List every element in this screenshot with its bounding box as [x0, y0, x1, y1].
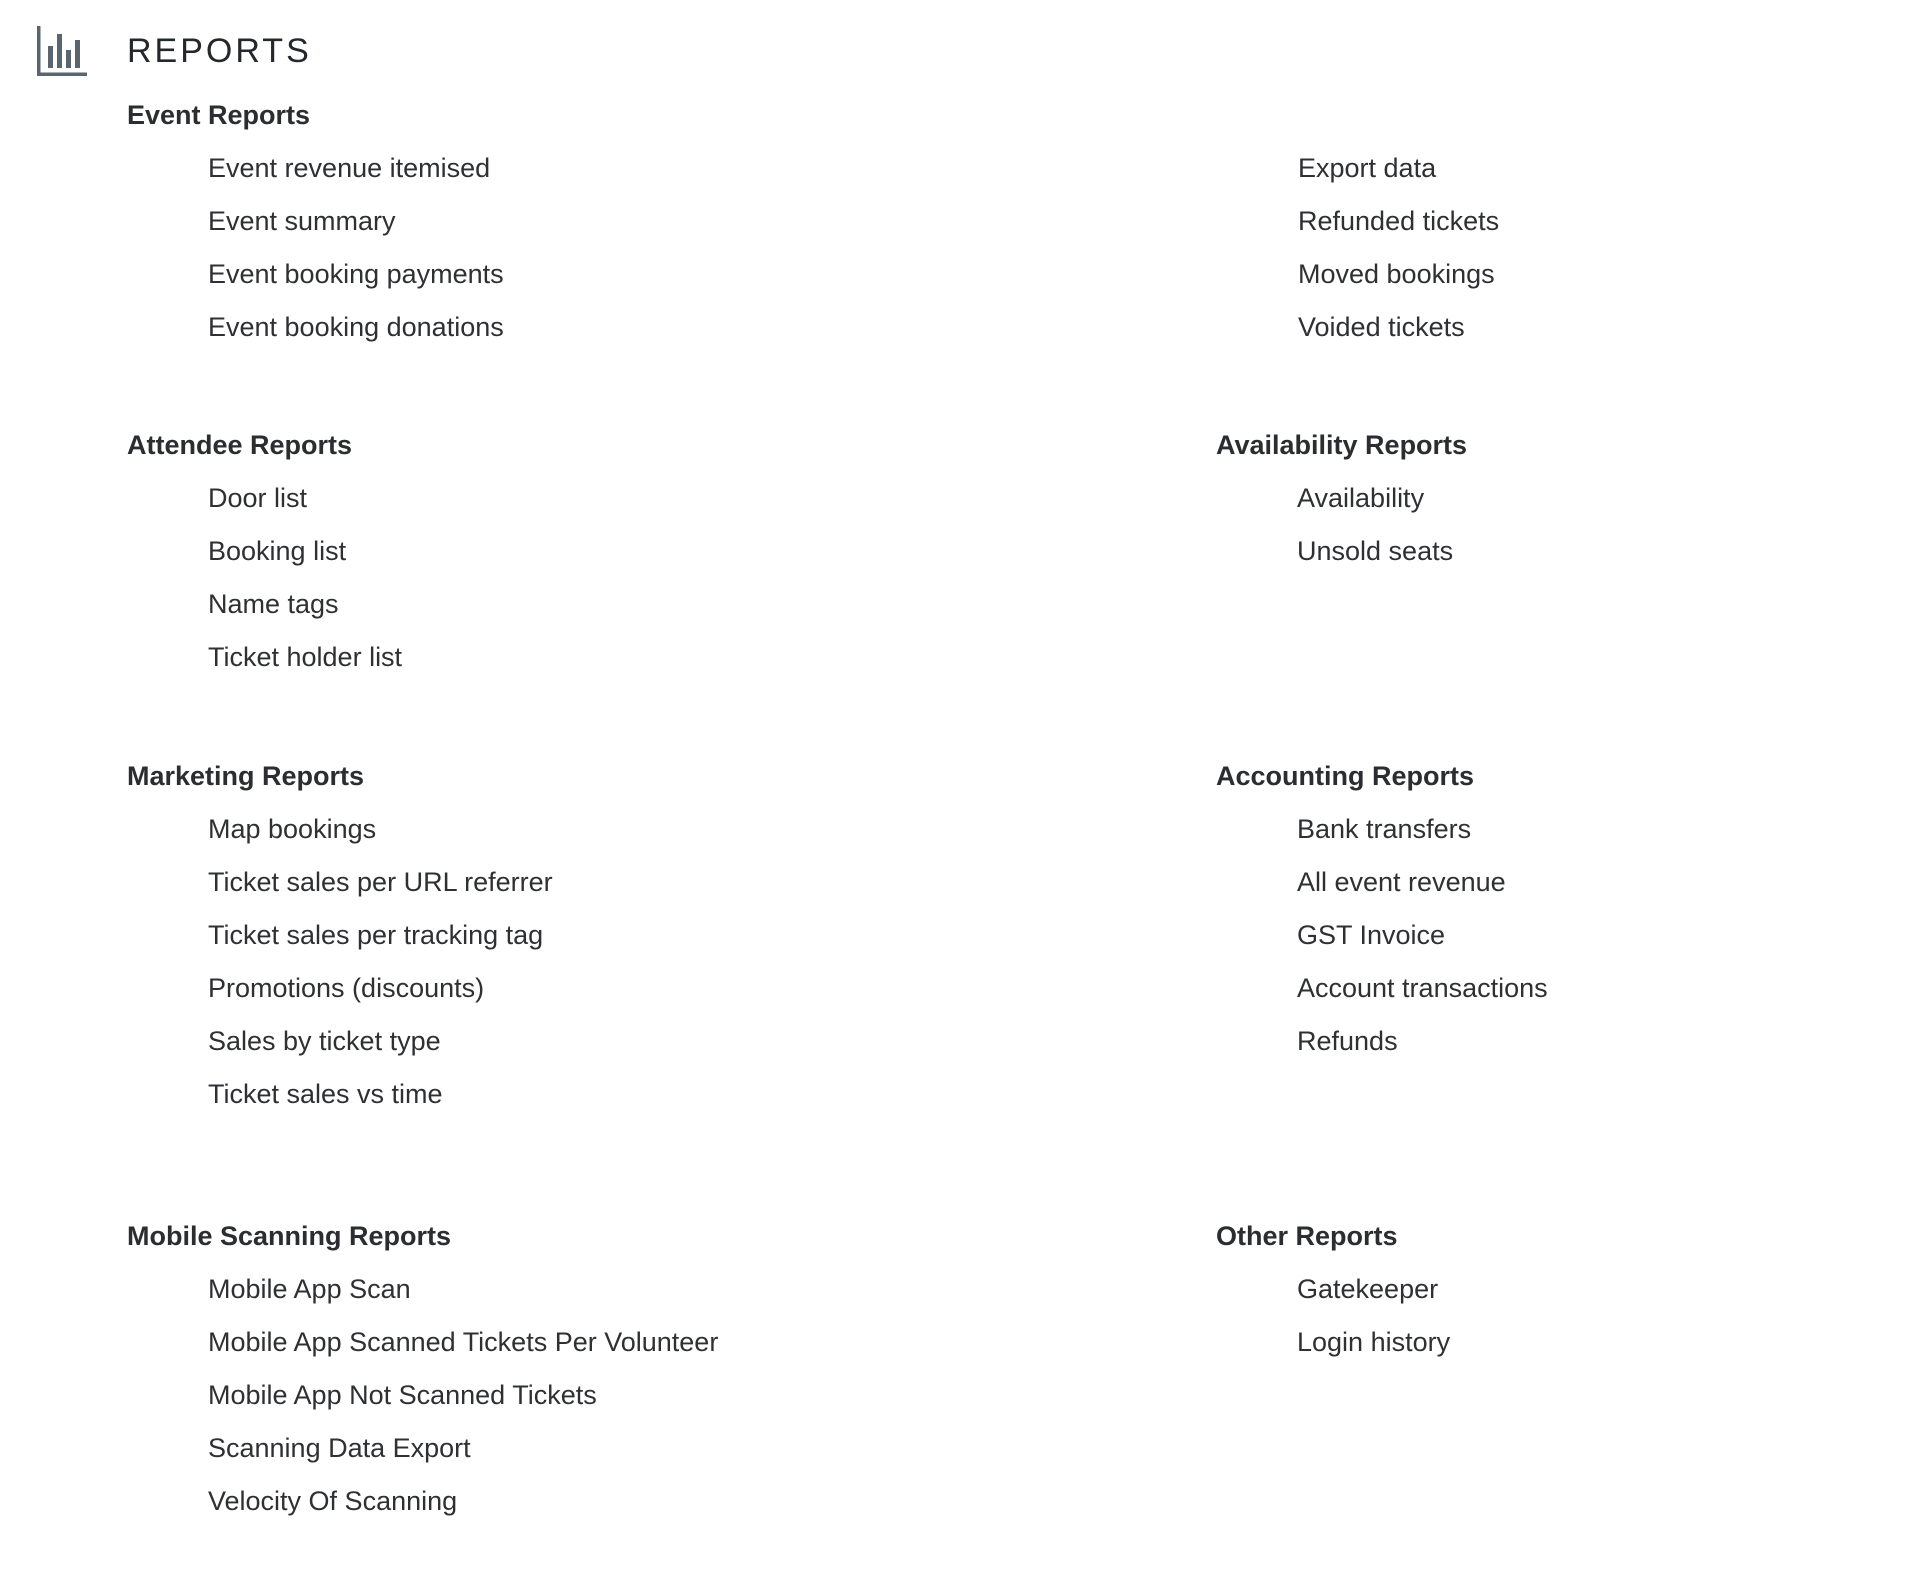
report-link-bank-transfers[interactable]: Bank transfers [1297, 814, 1472, 844]
report-link-refunds[interactable]: Refunds [1297, 1026, 1398, 1056]
list-item [1297, 918, 1866, 952]
report-link-name-tags[interactable]: Name tags [208, 589, 339, 619]
section-marketing-reports [127, 759, 1027, 1111]
list-item [208, 481, 1027, 515]
report-link-ticket-sales-per-url-referrer[interactable]: Ticket sales per URL referrer [208, 867, 553, 897]
page-title: REPORTS [127, 32, 312, 70]
report-link-account-transactions[interactable]: Account transactions [1297, 973, 1548, 1003]
list-item [208, 1431, 1027, 1465]
bar-chart-icon [37, 26, 87, 76]
report-link-promotions-discounts[interactable]: Promotions (discounts) [208, 973, 485, 1003]
list-item [208, 1325, 1027, 1359]
section-title-mobile-scanning-reports: Mobile Scanning Reports [127, 1221, 452, 1251]
list-item [1297, 812, 1866, 846]
report-list-accounting-reports [1216, 812, 1866, 1058]
report-list-event-reports-more [1217, 151, 1867, 344]
report-list-mobile-scanning-reports [127, 1272, 1027, 1518]
report-link-velocity-of-scanning[interactable]: Velocity Of Scanning [208, 1486, 458, 1516]
report-list-attendee-reports [127, 481, 1027, 674]
report-link-scanning-data-export[interactable]: Scanning Data Export [208, 1433, 471, 1463]
report-link-sales-by-ticket-type[interactable]: Sales by ticket type [208, 1026, 441, 1056]
list-item [208, 1077, 1027, 1111]
report-list-marketing-reports [127, 812, 1027, 1111]
report-link-refunded-tickets[interactable]: Refunded tickets [1298, 206, 1500, 236]
list-item [1297, 481, 1866, 515]
report-link-all-event-revenue[interactable]: All event revenue [1297, 867, 1506, 897]
list-item [1297, 534, 1866, 568]
section-title-other-reports: Other Reports [1216, 1221, 1398, 1251]
report-link-ticket-sales-vs-time[interactable]: Ticket sales vs time [208, 1079, 443, 1109]
report-link-event-booking-payments[interactable]: Event booking payments [208, 259, 504, 289]
report-link-booking-list[interactable]: Booking list [208, 536, 347, 566]
section-title-accounting-reports: Accounting Reports [1216, 761, 1475, 791]
list-item [208, 151, 1027, 185]
section-attendee-reports [127, 428, 1027, 674]
list-item [1298, 204, 1867, 238]
list-item [208, 587, 1027, 621]
report-link-mobile-app-not-scanned-tickets[interactable]: Mobile App Not Scanned Tickets [208, 1380, 597, 1410]
list-item [208, 310, 1027, 344]
report-link-door-list[interactable]: Door list [208, 483, 308, 513]
list-item [208, 1024, 1027, 1058]
section-title-availability-reports: Availability Reports [1216, 430, 1468, 460]
section-availability-reports [1216, 428, 1866, 568]
report-link-mobile-app-scan[interactable]: Mobile App Scan [208, 1274, 411, 1304]
list-item [208, 1272, 1027, 1306]
report-link-map-bookings[interactable]: Map bookings [208, 814, 377, 844]
report-list-availability-reports [1216, 481, 1866, 568]
list-item [208, 918, 1027, 952]
list-item [1297, 1024, 1866, 1058]
section-mobile-scanning-reports [127, 1219, 1027, 1518]
list-item [1298, 151, 1867, 185]
report-link-export-data[interactable]: Export data [1298, 153, 1437, 183]
list-item [208, 1378, 1027, 1412]
list-item [1297, 1272, 1866, 1306]
list-item [208, 865, 1027, 899]
report-list-other-reports [1216, 1272, 1866, 1359]
report-link-ticket-holder-list[interactable]: Ticket holder list [208, 642, 403, 672]
report-link-event-revenue-itemised[interactable]: Event revenue itemised [208, 153, 491, 183]
list-item [208, 971, 1027, 1005]
list-item [1298, 257, 1867, 291]
list-item [1297, 971, 1866, 1005]
report-link-event-summary[interactable]: Event summary [208, 206, 396, 236]
section-title-marketing-reports: Marketing Reports [127, 761, 365, 791]
list-item [1298, 310, 1867, 344]
report-link-mobile-app-scanned-tickets-per-volunteer[interactable]: Mobile App Scanned Tickets Per Volunteer [208, 1327, 719, 1357]
list-item [208, 257, 1027, 291]
report-link-availability[interactable]: Availability [1297, 483, 1425, 513]
list-item [1297, 865, 1866, 899]
list-item [208, 640, 1027, 674]
section-accounting-reports [1216, 759, 1866, 1058]
report-link-moved-bookings[interactable]: Moved bookings [1298, 259, 1495, 289]
section-event-reports-more [1217, 151, 1867, 344]
list-item [208, 1484, 1027, 1518]
report-link-voided-tickets[interactable]: Voided tickets [1298, 312, 1465, 342]
report-link-gst-invoice[interactable]: GST Invoice [1297, 920, 1446, 950]
list-item [208, 812, 1027, 846]
list-item [208, 204, 1027, 238]
report-link-unsold-seats[interactable]: Unsold seats [1297, 536, 1454, 566]
report-link-event-booking-donations[interactable]: Event booking donations [208, 312, 504, 342]
report-link-gatekeeper[interactable]: Gatekeeper [1297, 1274, 1439, 1304]
report-link-ticket-sales-per-tracking-tag[interactable]: Ticket sales per tracking tag [208, 920, 544, 950]
section-other-reports [1216, 1219, 1866, 1359]
section-event-reports [127, 98, 1027, 344]
report-link-login-history[interactable]: Login history [1297, 1327, 1451, 1357]
list-item [208, 534, 1027, 568]
list-item [1297, 1325, 1866, 1359]
section-title-attendee-reports: Attendee Reports [127, 430, 353, 460]
report-list-event-reports [127, 151, 1027, 344]
section-title-event-reports: Event Reports [127, 100, 311, 130]
